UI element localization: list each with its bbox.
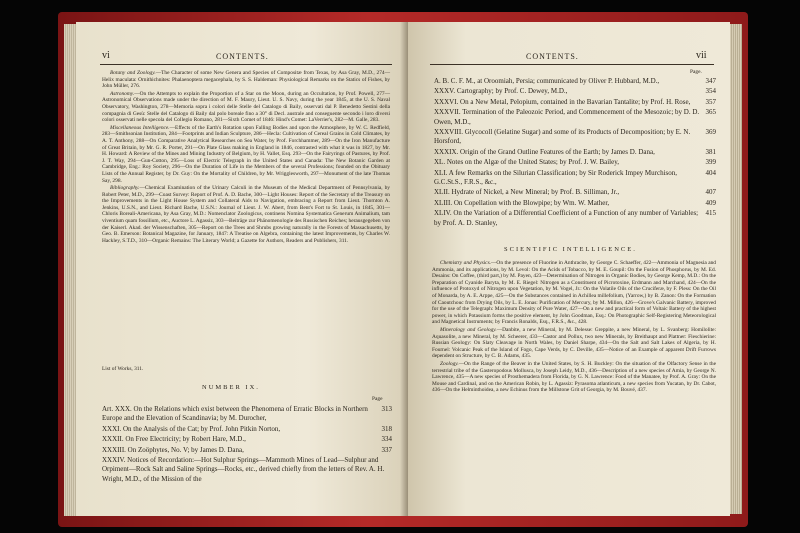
- paragraph-label: Chemistry and Physics.: [440, 260, 492, 266]
- paragraph: [102, 185, 390, 244]
- toc-entry-title: A. B. C. F. M., at Oroomiah, Persia; communicated by Oliver P. Hubbard, M.D.,: [434, 77, 660, 85]
- toc-entry-title: XXXII. On Free Electricity; by Robert Hare, M.D.,: [102, 435, 246, 444]
- left-running-head: CONTENTS.: [216, 52, 269, 61]
- paragraph-text: —Chemical Examination of the Urinary Calculi in the Museum of the Medical Department of Pennsylvania, by Robert Peter, M.D., 299—Coast Survey: Report of Prof. A. D. Bache, 300—Light Houses: Report of the Secretary of the Treasury on the Improvements in the Light House System and Collateral Aids to Navigation, embracing a Report from Lieut. Thornton A. Jenkins, U.S.N., and Lieut. Richard Bache, U.S.N.: Journal of Lieut. J. W. Abert, from Bent's Fort to St. Louis, in 1845, 301—Chloris Boreali-Americana, by Asa Gray, M.D.: Nomenclator Zoologicus, continens Nomina Systematica Generum Animalium, tam viventium quam fossilium, etc., Auctore L. Agassiz, 303—Beiträge zur Phänomenologie des Russischen Reiches; herausgegeben von der Kaiserl. Akad. der Wissenschaften, 305—Report on the Trees and Shrubs growing naturally in the Forests of Massachusetts, by Geo. B. Emerson: Botanical Magazine, for January, 1847: A Treatise on Algebra, containing the latest Improvements, by Charles W. Hackley, S.T.D., 310—Organic Remains: The Literary World; a Gazette for Authors, Readers and Publishers, 311.: [102, 185, 390, 244]
- toc-entry: [102, 446, 392, 455]
- paragraph-label: Botany and Zoology.: [110, 70, 156, 76]
- paragraph-text: —Danbite, a new Mineral, by M. Delesse: Greppite, a new Mineral, by L. Svanberg: Homilolite: Aquasolite, a new Mineral, by M. Scheerer, 433—Castor and Pollux, two new Minerals, by Breithaupt and Plattner: Fleschierine: Russian Geology: On Slaty Cleavage in North Wales, by Daniel Sharpe, 434—On the Salt and Salt Lakes of Algeria, by H. Fournel: Volcanic Peak of the Island of Fogo, Cape Verds, by C. Deville, 435—Notice of an Example of apparent Drift Furrows dependent on Structure, by C. B. Adams, 435.: [432, 326, 716, 360]
- toc-entry-page: 365: [705, 108, 716, 117]
- paragraph-label: Bibliography.: [110, 185, 140, 192]
- paragraph-text: —On the Attempts to explain the Proportion of a Star on the Moon, during an Occultation, by Prof. Powell, 277—Astronomical Observations made under the direction of M. F. Maury, Lieut. U. S. Navy, during the year 1845, at the U. S. Naval Observatory, Washington, 278—Memoria sopra i colori delle Stelle del Catalogo di Baily, osservati dal P. Benedetto Sestini della compagnia di Gesù: Stelle del Catalogo di Baily dal polo boreale fino a 30° di Decl. australe and conseguente secondo i loro diversi colori osservati nelle specola del Collegio Romano, 281—Sixth Comet of 1846: Hind's Comet: LaVerrier's, 282—M. Galle, 283.: [102, 90, 390, 124]
- right-toc: [434, 77, 716, 229]
- toc-entry-title: XLIII. On Copellation with the Blowpipe; by Wm. W. Mather,: [434, 198, 610, 207]
- paragraph: [102, 70, 390, 90]
- paragraph-label: Mineralogy and Geology.: [440, 326, 497, 333]
- toc-entry: [434, 169, 716, 188]
- header-rule: [430, 64, 714, 65]
- toc-entry-title: XXXVI. On a New Metal, Pelopium, contained in the Bavarian Tantalite; by Prof. H. Rose,: [434, 97, 691, 106]
- toc-entry-page: 318: [381, 424, 392, 433]
- paragraph-label: Astronomy.: [110, 90, 135, 97]
- toc-entry-title: XLI. A few Remarks on the Silurian Classification; by Sir Roderick Impey Murchison, G.C.St.S., F.R.S., &c.,: [434, 168, 678, 187]
- left-page: [76, 22, 408, 516]
- paragraph: [432, 327, 716, 360]
- toc-entry-title: XLII. Hydrate of Nickel, a New Mineral; by Prof. B. Silliman, Jr.,: [434, 188, 620, 197]
- paragraph-text: —On the presence of Fluorine in Anthracite, by George C. Schaeffer, 422—Ammonia of Magnesia and Ammonia, and its applications, by M. Levol: On the Acids of Tobacco, by M. E. Goupil: On the Fusion of Phosphorus, by M. Ed. Desains: On Coffee, (third part,) by M. Payen, 423—Determination of Nitrogen in Organic Bodies, by George Kemp, M.D.: On the Preparation of Cyanide Baryta, by M. E. Riegel: Nitrogen as a Constituent of Picrotoxine, Erdmann and Marchand, 424—On the influence of Protoxyd of Nitrogen upon Vegetation, by M. Vogel, Jr.: On the Volatile Oils of the Cruciferæ, by F. Pless: On the Oil of Monarda, by A. E. Arppe, 425—On the Substances contained in Achillea millefolium, (Yarrow,) by B. Zanon: On the Formation of Caoutchouc from Drying Oils, by L. E. Jonas: Purification of Mercury, by M. Millon, 426—Grove's Galvanic Battery, improved for the use of the Telegraph: Maximum Density of Pure Water, 427—On a new and practical form of Voltaic Battery of the highest power, in which Potassium forms the positive element, by John Goodman, Esq.: On Photographic Self-Registering Meteorological and Magnetical Instruments; by Francis Ronalds, Esq., F.R.S., &c., 428.: [432, 260, 717, 326]
- right-running-head: CONTENTS.: [526, 52, 579, 61]
- toc-entry: [434, 199, 716, 208]
- paragraph-text: —On the Range of the Beaver in the United States, by S. H. Buckley: On the situation of the Olfactory Sense in the terrestrial tribe of the Gasteropodous Mollusca, by Joseph Leidy, M.D., 436—Description of a new species of Amia, by George N. Lawrence, 435—A new species of Prosthemadera from Florida, by G. N. Lawrence: Food of the Manatee, by Prof. A. Gray: On the Mouse and Cardinal, and on the American Robin, by L. Agassiz: Pyrasoma atlanticum, a new species from Yucatan, by Dr. Cabot, 436—On the Helminthoidea, a new Echinus from the Millstone Grit of Georgia, by M. Bouvé, 437.: [432, 360, 716, 394]
- paragraph-label: Miscellaneous Intelligence.: [110, 124, 170, 131]
- list-of-works: List of Works, 311.: [102, 366, 144, 372]
- toc-entry: [434, 188, 716, 197]
- toc-entry-page: 407: [705, 188, 716, 197]
- toc-entry: [434, 158, 716, 167]
- toc-entry-page: 313: [381, 405, 392, 413]
- toc-entry-page: 354: [705, 87, 716, 96]
- toc-entry: [434, 148, 716, 157]
- toc-entry-title: XXXVII. Termination of the Paleozoic Period, and Commencement of the Mesozoic; by D. D. Owen, M.D.,: [434, 108, 700, 126]
- toc-entry-page: 415: [705, 209, 716, 218]
- section-heading: NUMBER IX.: [202, 384, 260, 391]
- paragraph: [432, 361, 716, 394]
- section-heading: SCIENTIFIC INTELLIGENCE.: [504, 246, 637, 253]
- paragraph: [432, 260, 716, 326]
- toc-entry-title: XXXI. On the Analysis of the Cat; by Prof. John Pitkin Norton,: [102, 424, 281, 433]
- toc-entry-title: XXXIV. Notices of Recordation:—Hot Sulphur Springs—Mammoth Mines of Lead—Sulphur and Orpiment—Rock Salt and Saline Springs—Rocks, etc., derived chiefly from the letters of Rev. A. H. Wright, M.D., of the Mission of the: [102, 456, 385, 483]
- header-rule: [100, 64, 392, 65]
- toc-entry: [102, 435, 392, 444]
- toc-entry: [434, 128, 716, 147]
- toc-entry: [434, 209, 716, 228]
- open-book: [64, 16, 742, 521]
- right-page-edges: [730, 24, 742, 514]
- toc-entry-page: 334: [381, 435, 392, 444]
- left-paragraphs: [102, 70, 390, 245]
- toc-entry-page: 347: [705, 77, 716, 85]
- right-paragraphs: [432, 260, 716, 395]
- toc-entry-page: 369: [705, 128, 716, 137]
- toc-entry: [102, 405, 392, 424]
- toc-entry: [434, 77, 716, 86]
- paragraph-label: Zoology.: [440, 360, 459, 367]
- paragraph: [102, 91, 390, 124]
- toc-entry: [102, 425, 392, 434]
- toc-entry-page: 337: [381, 445, 392, 454]
- toc-entry-title: XL. Notes on the Algæ of the United States; by Prof. J. W. Bailey,: [434, 158, 620, 167]
- toc-entry-page: 381: [705, 147, 716, 156]
- toc-entry-title: XXXIII. On Zoöphytes, No. V; by James D. Dana,: [102, 445, 244, 454]
- toc-entry-title: XXXV. Cartography; by Prof. C. Dewey, M.D.,: [434, 87, 568, 96]
- page-label: Page.: [690, 69, 702, 75]
- toc-entry-page: 409: [705, 198, 716, 207]
- page-label: Page: [372, 396, 383, 402]
- left-toc: [102, 405, 392, 485]
- toc-entry: [434, 87, 716, 96]
- toc-entry-title: XXXVIII. Glycocoll (Gelatine Sugar) and some of its Products of Decomposition; by E. N. Horsford,: [434, 128, 691, 146]
- toc-entry-page: 357: [705, 97, 716, 106]
- paragraph-text: —Effects of the Earth's Rotation upon Falling Bodies and upon the Atmosphere, by W. C. Redfield, 283—Smithsonian Institution, 284—Footprints and Indian Sculpture, 286—Hecla: Cultivation of Cereal Grains in Cold Climates, by A. T. Anthony, 288—On Comparative Analytical Researches on Sea Water, by Prof. Forchhammer, 289—On the Iron Manufacture of Great Britain, by Mr. G. R. Porter, 291—On Plate Glass making in England in 1846, contrasted with what it was in 1827, by Mr. H. Howard: A Review of the Mines and Mining Industry of Belgium, by H. Vallet, Esq. 293—On the Fairyrings of Pastures, by Prof. J. T. Way, 294—Gun-Cotton, 295—Loss of Electric Telegraph in the United States and Canada: The New Botanic Garden at Cambridge, Eng.: Roy Society, 296—On the Duration of Life in the Members of the several Professions; founded on the Obituary Lists of the Annual Register, by Dr. Guy: On the Mortality of Children, by Mr. Wrigglesworth, 297—Monument of the late Thomas Say, 298.: [102, 124, 390, 184]
- right-page: [408, 22, 730, 516]
- toc-entry: [434, 108, 716, 127]
- toc-entry: [434, 98, 716, 107]
- paragraph-text: —The Character of some New Genera and Species of Compositæ from Texas, by Asa Gray, M.D., 274—Helix maculata: Ornithichnites: Phalaenoptera megacephala, by S. S. Haldeman: Physiological Remarks on the Statics of Fishes, by John Müller, 276.: [102, 70, 390, 90]
- right-page-number: vii: [696, 50, 707, 61]
- toc-entry-title: XLIV. On the Variation of a Differential Coefficient of a Function of any number of Variables; by Prof. A. D. Stanley,: [434, 209, 699, 227]
- left-page-number: vi: [102, 50, 110, 61]
- toc-entry-title: XXXIX. Origin of the Grand Outline Features of the Earth; by James D. Dana,: [434, 147, 655, 156]
- toc-entry-page: 399: [705, 158, 716, 167]
- paragraph: [102, 125, 390, 184]
- toc-entry: [102, 456, 392, 484]
- toc-entry-title: Art. XXX. On the Relations which exist between the Phenomena of Erratic Blocks in Northern Europe and the Elevation of Scandinavia; by M. Durocher,: [102, 405, 368, 423]
- toc-entry-page: 404: [705, 168, 716, 177]
